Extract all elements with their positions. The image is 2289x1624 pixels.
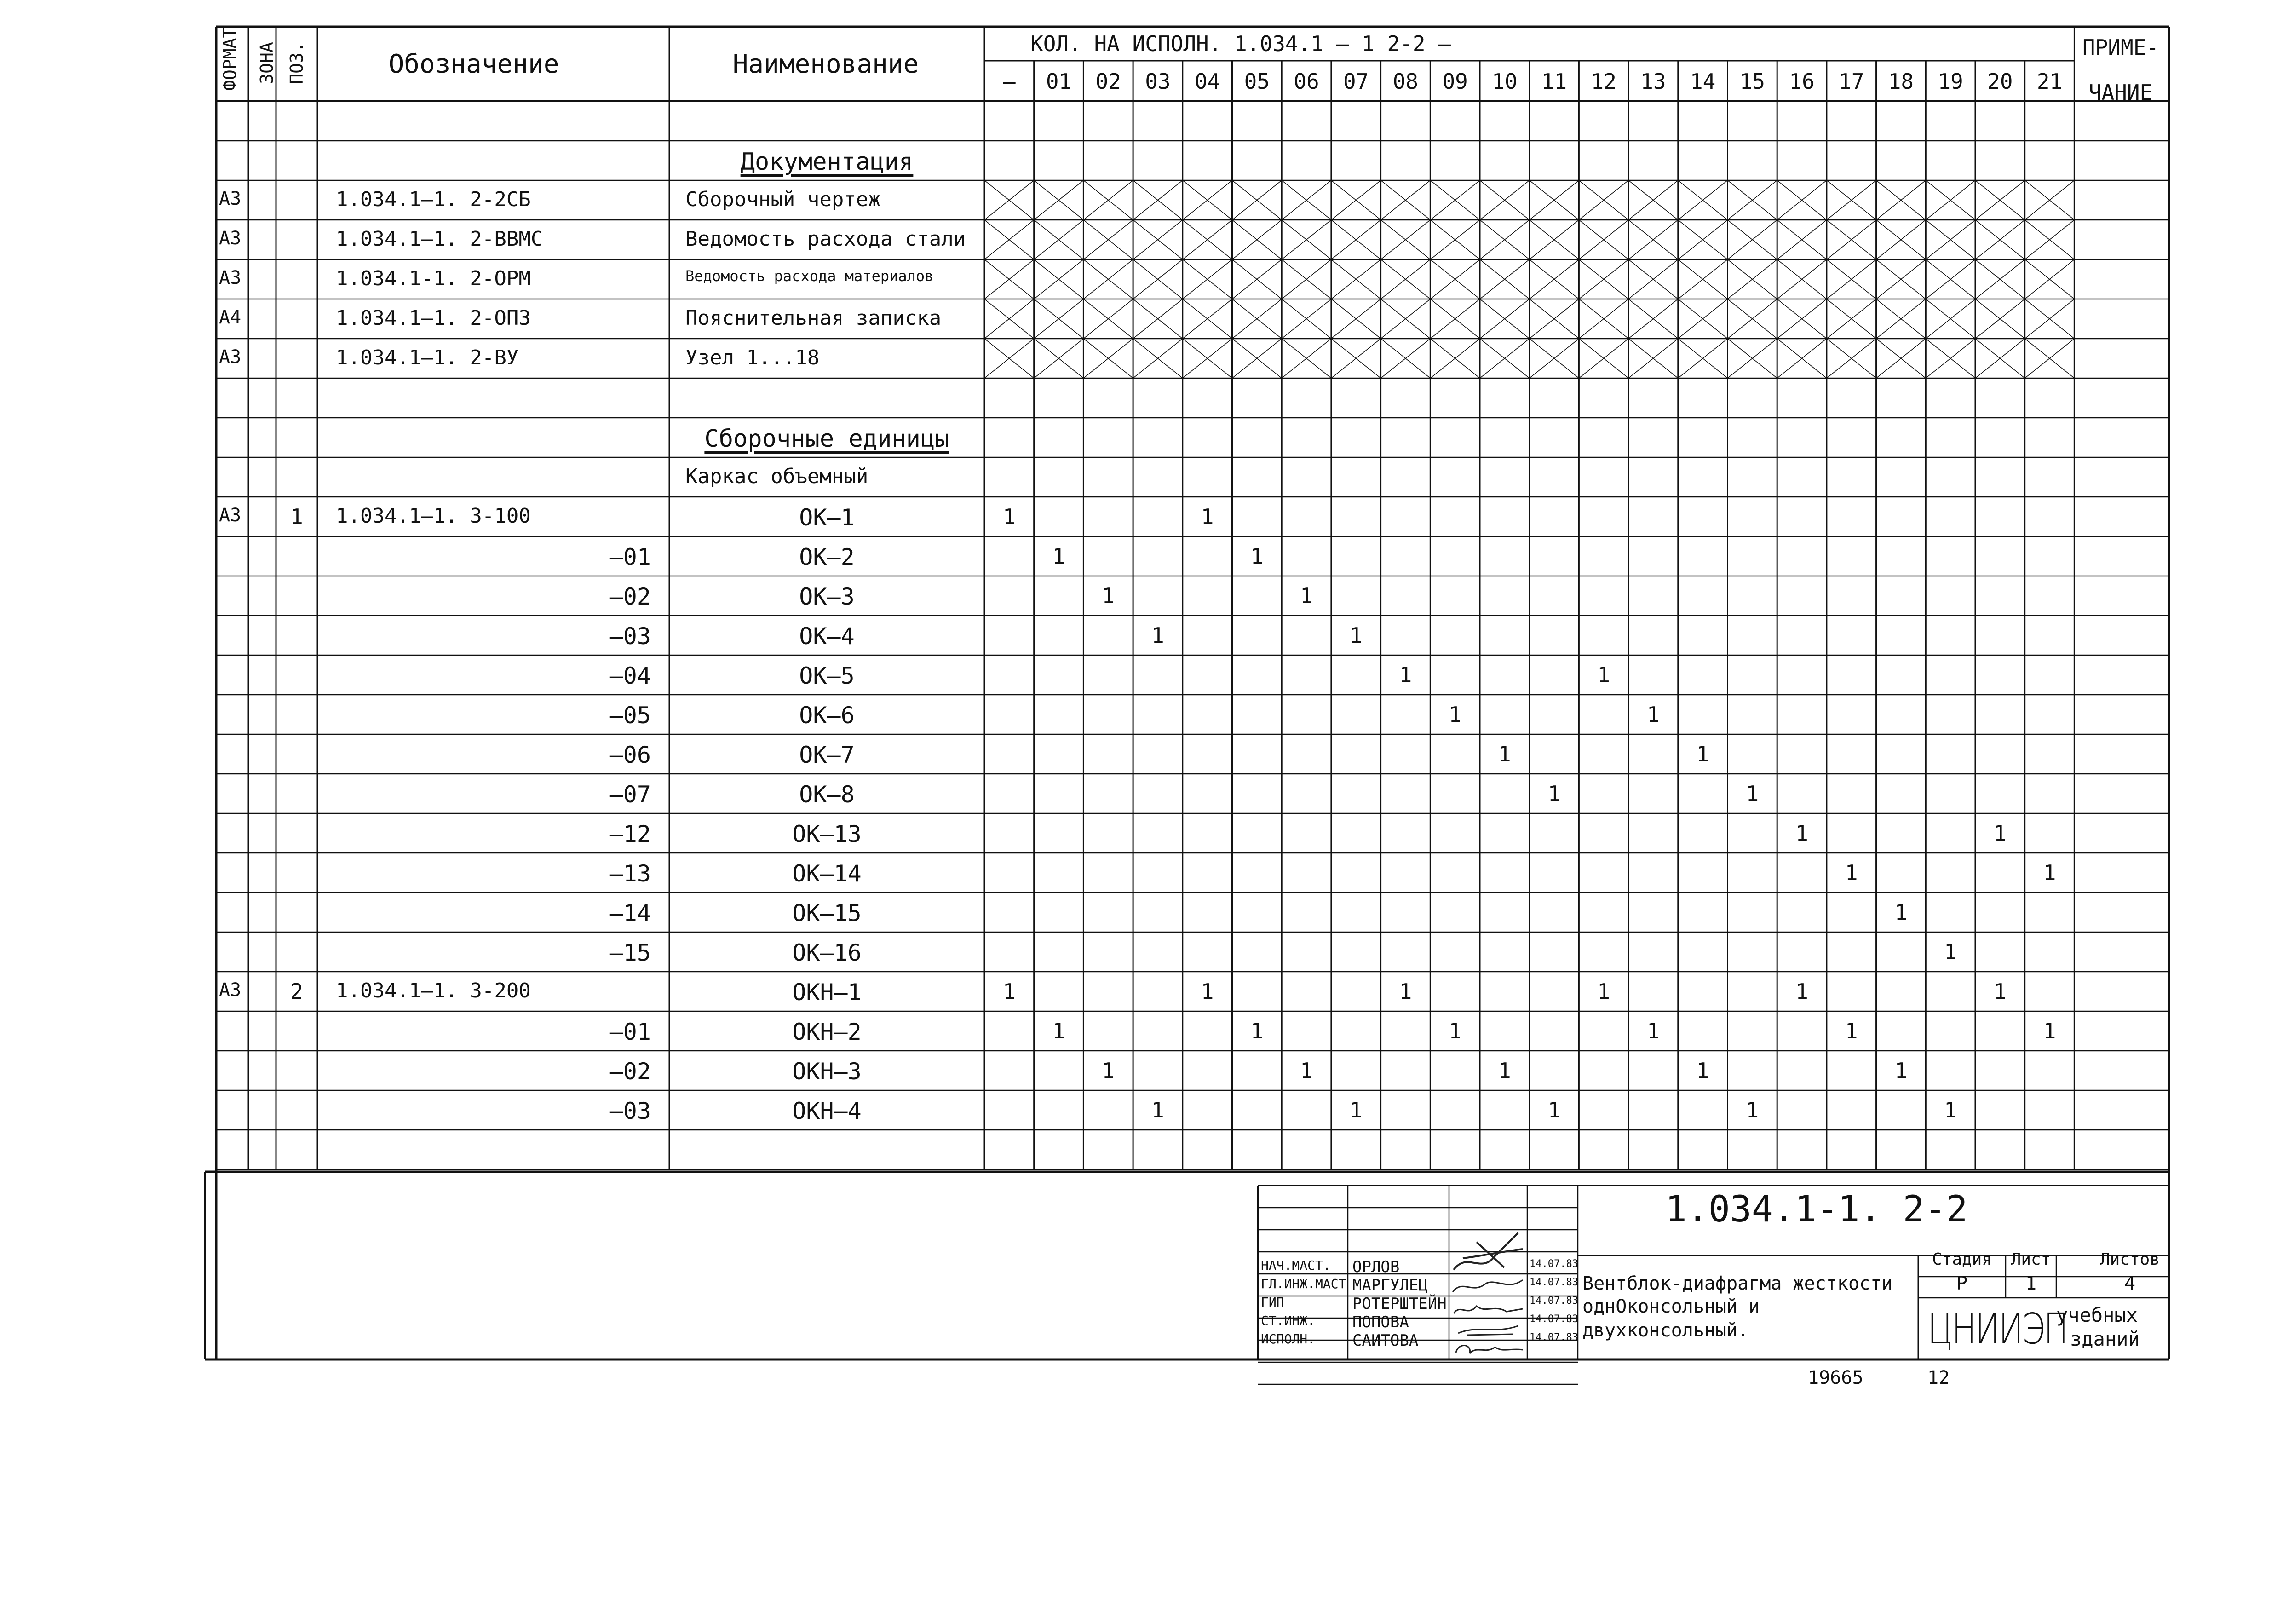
qty-value: 1 (1547, 781, 1561, 806)
signature-roterstein (1449, 1300, 1527, 1320)
row-format: А3 (219, 505, 242, 526)
staff-date: 14.07.83 (1530, 1332, 1578, 1343)
sheet-label: Лист (2011, 1250, 2051, 1269)
signature-orlov (1449, 1224, 1527, 1279)
staff-date: 14.07.83 (1530, 1295, 1578, 1307)
header-note-line2: ЧАНИЕ (2088, 80, 2153, 105)
stage-value: Р (1956, 1273, 1968, 1294)
row-designation: —05 (609, 702, 651, 729)
title-block-code: 1.034.1-1. 2-2 (1665, 1189, 1968, 1230)
staff-name: РОТЕРШТЕЙН (1352, 1295, 1447, 1313)
variant-label-10: 10 (1492, 69, 1518, 94)
qty-value: 1 (1052, 544, 1065, 569)
header-zone: ЗОНА (257, 42, 277, 84)
qty-value: 1 (1944, 939, 1957, 964)
title-line-2: однОконсольный и (1582, 1296, 1760, 1317)
org-line-2: зданий (2070, 1328, 2140, 1350)
row-name: ОК—16 (792, 939, 862, 966)
qty-value: 1 (1151, 1098, 1164, 1123)
qty-value: 1 (1647, 702, 1660, 727)
variant-label-17: 17 (1839, 69, 1864, 94)
row-name: ОКН—2 (792, 1019, 862, 1045)
row-format: А3 (219, 188, 242, 209)
qty-value: 1 (1696, 742, 1709, 766)
row-name: ОКН—4 (792, 1098, 862, 1124)
qty-value: 1 (1201, 979, 1214, 1004)
variant-label-18: 18 (1888, 69, 1914, 94)
qty-value: 1 (1349, 623, 1363, 648)
row-designation: —15 (609, 939, 651, 966)
qty-value: 1 (1002, 504, 1016, 529)
row-format: А3 (219, 267, 242, 288)
signature-margulets (1449, 1274, 1527, 1297)
qty-value: 1 (2043, 860, 2056, 885)
row-designation: —03 (609, 623, 651, 650)
variant-label-09: 09 (1442, 69, 1468, 94)
header-qty-title: КОЛ. НА ИСПОЛН. 1.034.1 — 1 2-2 — (1030, 31, 1451, 56)
row-name: ОК—4 (799, 623, 855, 650)
row-format: А3 (219, 979, 242, 1001)
variant-label-base: — (1002, 69, 1016, 94)
qty-value: 1 (2043, 1019, 2056, 1043)
row-position: 2 (290, 979, 303, 1004)
staff-date: 14.07.83 (1530, 1258, 1578, 1270)
row-designation: —01 (609, 1019, 651, 1045)
variant-label-12: 12 (1591, 69, 1616, 94)
staff-name: САИТОВА (1352, 1331, 1419, 1350)
variant-label-07: 07 (1343, 69, 1369, 94)
row-position: 1 (290, 504, 303, 529)
row-name: Пояснительная записка (685, 306, 942, 330)
row-designation: —02 (609, 583, 651, 610)
staff-date: 14.07.83 (1530, 1313, 1578, 1325)
qty-value: 1 (1894, 900, 1908, 925)
row-name: ОК—2 (799, 544, 855, 570)
qty-value: 1 (1944, 1098, 1957, 1123)
row-designation: 1.034.1—1. 2-ВВМС (336, 227, 543, 251)
qty-value: 1 (1498, 1058, 1511, 1083)
qty-value: 1 (1300, 1058, 1313, 1083)
row-format: А4 (219, 307, 242, 328)
qty-value: 1 (1498, 742, 1511, 766)
page-number: 12 (1927, 1367, 1950, 1388)
row-designation: —06 (609, 742, 651, 768)
section-heading: Документация (740, 148, 914, 176)
sheet-value: 1 (2025, 1273, 2037, 1294)
row-name: ОК—14 (792, 860, 862, 887)
variant-label-01: 01 (1046, 69, 1072, 94)
qty-value: 1 (1102, 1058, 1115, 1083)
header-name: Наименование (732, 49, 919, 79)
sheets-label: Листов (2099, 1250, 2160, 1269)
qty-value: 1 (1845, 860, 1858, 885)
org-line-1: учебных (2056, 1304, 2138, 1326)
org-logo: ЦНИИЭП (1927, 1304, 2067, 1353)
qty-value: 1 (1993, 979, 2007, 1004)
variant-label-02: 02 (1095, 69, 1121, 94)
qty-value: 1 (1795, 979, 1808, 1004)
qty-value: 1 (1845, 1019, 1858, 1043)
variant-label-08: 08 (1392, 69, 1419, 94)
row-designation: —02 (609, 1058, 651, 1085)
qty-value: 1 (1696, 1058, 1709, 1083)
section-heading: Сборочные единицы (704, 425, 949, 453)
staff-name: ОРЛОВ (1352, 1258, 1400, 1276)
row-designation: —04 (609, 662, 651, 689)
header-designation: Обозначение (388, 49, 559, 79)
row-designation: —01 (609, 544, 651, 570)
variant-label-15: 15 (1739, 69, 1766, 94)
row-name: ОК—15 (792, 900, 862, 927)
stage-label: Стадия (1932, 1250, 1992, 1269)
row-name: ОК—13 (792, 821, 862, 847)
qty-value: 1 (1597, 979, 1610, 1004)
staff-role: ИСПОЛН. (1261, 1331, 1316, 1347)
qty-value: 1 (1300, 583, 1313, 608)
row-name: ОК—6 (799, 702, 855, 729)
qty-value: 1 (1795, 821, 1808, 846)
qty-value: 1 (1250, 544, 1264, 569)
qty-value: 1 (1002, 979, 1016, 1004)
qty-value: 1 (1102, 583, 1115, 608)
qty-value: 1 (1647, 1019, 1660, 1043)
variant-label-03: 03 (1145, 69, 1171, 94)
row-format: А3 (219, 346, 242, 368)
header-note-line1: ПРИМЕ- (2082, 35, 2159, 60)
row-designation: 1.034.1—1. 3-200 (336, 979, 531, 1002)
sheets-value: 4 (2124, 1273, 2136, 1294)
variant-label-16: 16 (1789, 69, 1815, 94)
qty-value: 1 (1746, 1098, 1759, 1123)
row-name: Ведомость расхода материалов (685, 267, 934, 285)
variant-label-11: 11 (1541, 69, 1567, 94)
qty-value: 1 (1201, 504, 1214, 529)
qty-value: 1 (1746, 781, 1759, 806)
variant-label-04: 04 (1194, 69, 1220, 94)
row-name: ОК—7 (799, 742, 855, 768)
row-name: Ведомость расхода стали (685, 227, 966, 251)
row-name: Сборочный чертеж (685, 188, 880, 211)
variant-label-21: 21 (2036, 69, 2063, 94)
qty-value: 1 (1052, 1019, 1065, 1043)
row-designation: —07 (609, 781, 651, 808)
row-name: ОК—1 (799, 504, 855, 531)
qty-value: 1 (1993, 821, 2007, 846)
qty-value: 1 (1151, 623, 1164, 648)
row-name: ОК—8 (799, 781, 855, 808)
variant-label-19: 19 (1938, 69, 1963, 94)
staff-name: ПОПОВА (1352, 1313, 1409, 1331)
row-designation: 1.034.1—1. 2-ВУ (336, 346, 519, 369)
staff-name: МАРГУЛЕЦ (1352, 1276, 1428, 1295)
row-designation: 1.034.1—1. 2-ОПЗ (336, 306, 531, 330)
title-line-1: Вентблок-диафрагма жесткости (1582, 1273, 1893, 1294)
row-name: ОКН—1 (792, 979, 862, 1006)
header-format: ФОРМАТ (220, 27, 240, 91)
qty-value: 1 (1250, 1019, 1264, 1043)
staff-role: ГЛ.ИНЖ.МАСТ (1261, 1276, 1346, 1291)
qty-value: 1 (1349, 1098, 1363, 1123)
row-designation: 1.034.1—1. 3-100 (336, 504, 531, 528)
row-designation: —12 (609, 821, 651, 847)
qty-value: 1 (1547, 1098, 1561, 1123)
row-name: ОК—5 (799, 662, 855, 689)
staff-role: НАЧ.МАСТ. (1261, 1258, 1331, 1273)
qty-value: 1 (1399, 662, 1412, 687)
row-designation: 1.034.1-1. 2-ОРМ (336, 267, 531, 290)
row-name: ОКН—3 (792, 1058, 862, 1085)
row-name: Узел 1...18 (685, 346, 820, 369)
qty-value: 1 (1894, 1058, 1908, 1083)
variant-label-20: 20 (1987, 69, 2013, 94)
qty-value: 1 (1449, 1019, 1461, 1043)
qty-value: 1 (1449, 702, 1461, 727)
row-designation: —13 (609, 860, 651, 887)
variant-label-06: 06 (1294, 69, 1319, 94)
row-designation: —03 (609, 1098, 651, 1124)
staff-role: ГИП (1261, 1295, 1284, 1310)
header-pos: ПОЗ. (287, 42, 307, 84)
qty-value: 1 (1597, 662, 1610, 687)
row-name: Каркас объемный (685, 465, 868, 488)
variant-label-14: 14 (1690, 69, 1716, 94)
signature-popova (1449, 1320, 1527, 1339)
row-format: А3 (219, 228, 242, 249)
row-name: ОК—3 (799, 583, 855, 610)
staff-role: СТ.ИНЖ. (1261, 1313, 1316, 1328)
signature-saitova (1449, 1339, 1527, 1359)
title-line-3: двухконсольный. (1582, 1320, 1749, 1341)
row-designation: 1.034.1—1. 2-2СБ (336, 188, 531, 211)
staff-date: 14.07.83 (1530, 1277, 1578, 1288)
inventory-number: 19665 (1808, 1367, 1863, 1388)
variant-label-13: 13 (1640, 69, 1666, 94)
row-designation: —14 (609, 900, 651, 927)
variant-label-05: 05 (1244, 69, 1270, 94)
qty-value: 1 (1399, 979, 1412, 1004)
